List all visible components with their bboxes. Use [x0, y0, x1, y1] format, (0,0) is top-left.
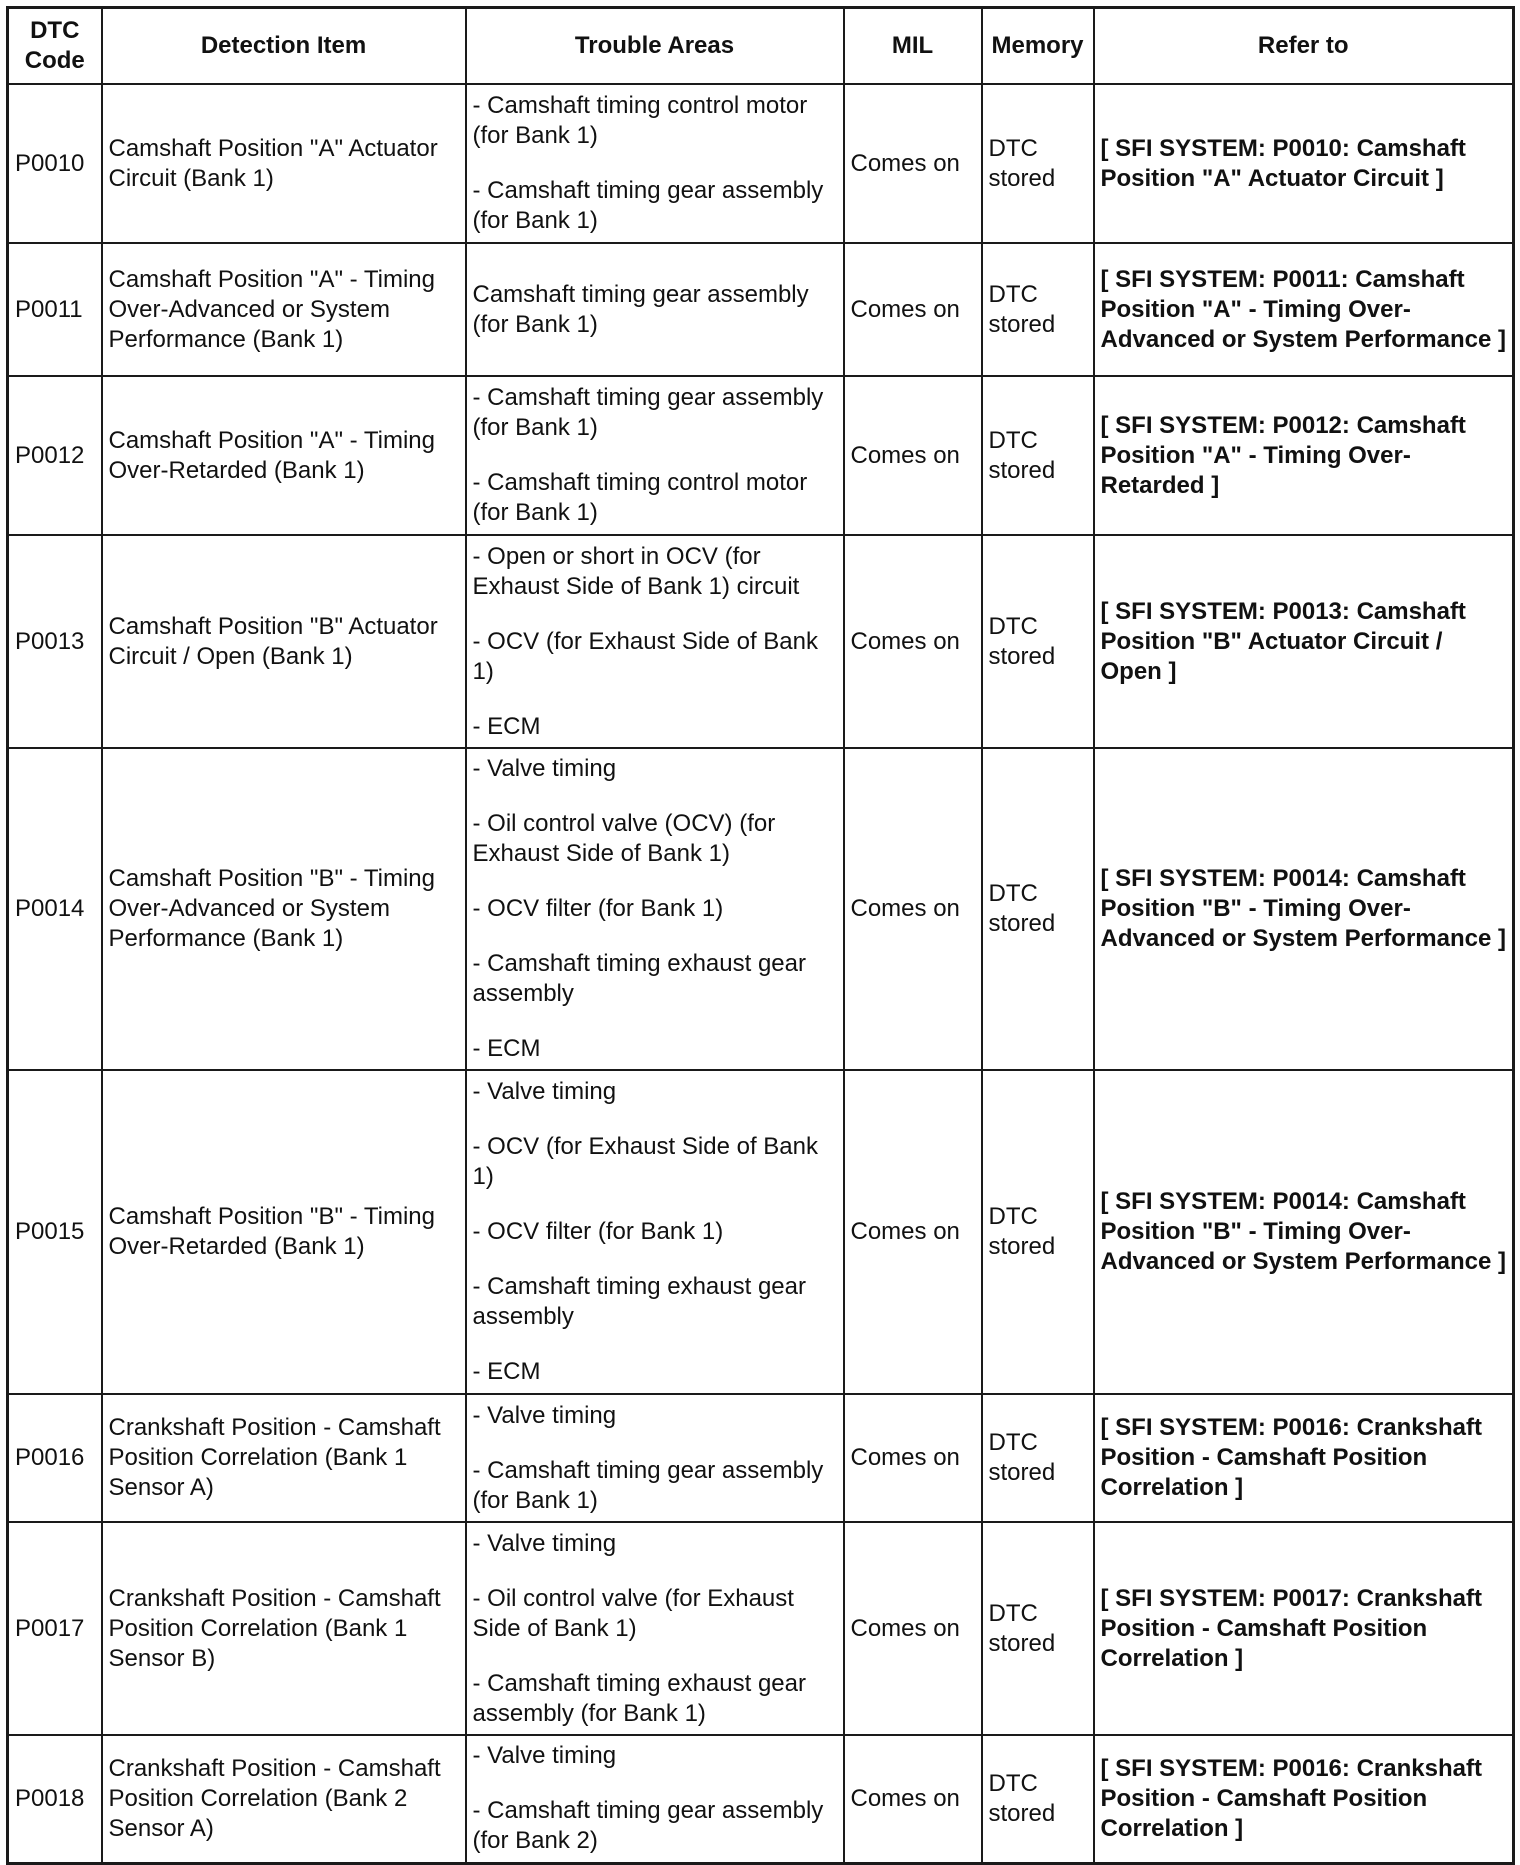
dtc-code-cell: P0014	[8, 748, 102, 1070]
column-header-mil: MIL	[844, 8, 982, 85]
table-row	[8, 535, 1514, 748]
dtc-code-cell: P0012	[8, 376, 102, 535]
trouble-area-item: - Camshaft timing gear assembly (for Bank 1)	[472, 1456, 824, 1514]
mil-cell: Comes on	[844, 748, 982, 1070]
table-row	[8, 1070, 1514, 1394]
refer-to-link[interactable]: [ SFI SYSTEM: P0013: Camshaft Position "B" Actuator Circuit / Open ]	[1094, 535, 1514, 748]
dtc-code-cell: P0017	[8, 1522, 102, 1735]
mil-cell: Comes on	[844, 1735, 982, 1863]
memory-cell: DTC stored	[982, 535, 1094, 748]
trouble-area-item: - Valve timing	[472, 1401, 617, 1429]
refer-to-link[interactable]: [ SFI SYSTEM: P0016: Crankshaft Position - Camshaft Position Correlation ]	[1094, 1735, 1514, 1863]
detection-item-cell: Crankshaft Position - Camshaft Position Correlation (Bank 2 Sensor A)	[102, 1735, 466, 1863]
trouble-area-item: - Camshaft timing gear assembly (for Bank 1)	[472, 384, 824, 441]
trouble-area-item: - Valve timing	[472, 755, 617, 782]
column-header-trouble-areas: Trouble Areas	[466, 8, 844, 85]
trouble-area-item: - Camshaft timing control motor (for Bank 1)	[472, 469, 808, 526]
dtc-code-cell: P0010	[8, 84, 102, 243]
trouble-area-item: - Open or short in OCV (for Exhaust Side of Bank 1) circuit	[472, 542, 800, 600]
trouble-area-item: - Camshaft timing exhaust gear assembly	[472, 1273, 806, 1330]
detection-item-cell: Crankshaft Position - Camshaft Position Correlation (Bank 1 Sensor A)	[102, 1394, 466, 1522]
trouble-areas-cell	[466, 1735, 844, 1863]
dtc-code-cell: P0018	[8, 1735, 102, 1863]
memory-cell: DTC stored	[982, 1394, 1094, 1522]
column-header-detection-item: Detection Item	[102, 8, 466, 85]
trouble-areas-cell	[466, 376, 844, 535]
trouble-area-item: - Camshaft timing exhaust gear assembly (for Bank 1)	[472, 1669, 806, 1727]
table-row	[8, 1735, 1514, 1863]
mil-cell: Comes on	[844, 84, 982, 243]
trouble-area-item: - Oil control valve (for Exhaust Side of Bank 1)	[472, 1584, 794, 1642]
trouble-areas-cell	[466, 84, 844, 243]
table-row	[8, 243, 1514, 376]
table-header-row	[8, 8, 1514, 85]
trouble-area-item: - Camshaft timing control motor (for Bank 1)	[472, 92, 808, 149]
trouble-areas-cell	[466, 243, 844, 376]
refer-to-link[interactable]: [ SFI SYSTEM: P0011: Camshaft Position "A" - Timing Over-Advanced or System Performance ]	[1094, 243, 1514, 376]
trouble-area-item: - Valve timing	[472, 1742, 617, 1770]
trouble-area-item: - OCV filter (for Bank 1)	[472, 1218, 724, 1245]
trouble-area-item: - ECM	[472, 1358, 541, 1385]
trouble-area-item: - Camshaft timing exhaust gear assembly	[472, 950, 806, 1007]
mil-cell: Comes on	[844, 535, 982, 748]
trouble-area-item: - ECM	[472, 1035, 541, 1062]
detection-item-cell: Camshaft Position "B" Actuator Circuit / Open (Bank 1)	[102, 535, 466, 748]
refer-to-link[interactable]: [ SFI SYSTEM: P0016: Crankshaft Position - Camshaft Position Correlation ]	[1094, 1394, 1514, 1522]
refer-to-link[interactable]: [ SFI SYSTEM: P0014: Camshaft Position "B" - Timing Over-Advanced or System Performance ]	[1094, 1070, 1514, 1394]
trouble-areas-cell	[466, 1394, 844, 1522]
refer-to-link[interactable]: [ SFI SYSTEM: P0012: Camshaft Position "A" - Timing Over-Retarded ]	[1094, 376, 1514, 535]
detection-item-cell: Camshaft Position "A" - Timing Over-Advanced or System Performance (Bank 1)	[102, 243, 466, 376]
memory-cell: DTC stored	[982, 748, 1094, 1070]
detection-item-cell: Camshaft Position "A" Actuator Circuit (Bank 1)	[102, 84, 466, 243]
dtc-code-cell: P0016	[8, 1394, 102, 1522]
detection-item-cell: Camshaft Position "A" - Timing Over-Retarded (Bank 1)	[102, 376, 466, 535]
memory-cell: DTC stored	[982, 243, 1094, 376]
detection-item-cell: Camshaft Position "B" - Timing Over-Advanced or System Performance (Bank 1)	[102, 748, 466, 1070]
table-row	[8, 84, 1514, 243]
dtc-code-cell: P0013	[8, 535, 102, 748]
table-row	[8, 1522, 1514, 1735]
table-row	[8, 376, 1514, 535]
trouble-area-item: - Camshaft timing gear assembly (for Bank 2)	[472, 1797, 824, 1855]
dtc-code-cell: P0015	[8, 1070, 102, 1394]
trouble-area-item: - Oil control valve (OCV) (for Exhaust Side of Bank 1)	[472, 810, 776, 867]
mil-cell: Comes on	[844, 376, 982, 535]
trouble-area-item: - ECM	[472, 712, 541, 740]
memory-cell: DTC stored	[982, 84, 1094, 243]
mil-cell: Comes on	[844, 1070, 982, 1394]
trouble-areas-cell	[466, 1522, 844, 1735]
trouble-area-item: - OCV (for Exhaust Side of Bank 1)	[472, 1133, 818, 1190]
trouble-areas-cell	[466, 1070, 844, 1394]
column-header-refer-to: Refer to	[1094, 8, 1514, 85]
refer-to-link[interactable]: [ SFI SYSTEM: P0010: Camshaft Position "A" Actuator Circuit ]	[1094, 84, 1514, 243]
mil-cell: Comes on	[844, 243, 982, 376]
trouble-areas-cell	[466, 535, 844, 748]
memory-cell: DTC stored	[982, 1070, 1094, 1394]
trouble-area-item: Camshaft timing gear assembly (for Bank 1)	[472, 280, 809, 338]
dtc-table	[6, 6, 1515, 1865]
trouble-area-item: - Camshaft timing gear assembly (for Bank 1)	[472, 177, 824, 234]
detection-item-cell: Camshaft Position "B" - Timing Over-Retarded (Bank 1)	[102, 1070, 466, 1394]
column-header-memory: Memory	[982, 8, 1094, 85]
trouble-area-item: - Valve timing	[472, 1078, 617, 1105]
dtc-code-cell: P0011	[8, 243, 102, 376]
memory-cell: DTC stored	[982, 376, 1094, 535]
refer-to-link[interactable]: [ SFI SYSTEM: P0017: Crankshaft Position - Camshaft Position Correlation ]	[1094, 1522, 1514, 1735]
table-row	[8, 1394, 1514, 1522]
trouble-area-item: - OCV filter (for Bank 1)	[472, 895, 724, 922]
trouble-area-item: - OCV (for Exhaust Side of Bank 1)	[472, 627, 818, 685]
mil-cell: Comes on	[844, 1522, 982, 1735]
table-row	[8, 748, 1514, 1070]
refer-to-link[interactable]: [ SFI SYSTEM: P0014: Camshaft Position "B" - Timing Over-Advanced or System Performance ]	[1094, 748, 1514, 1070]
trouble-area-item: - Valve timing	[472, 1529, 617, 1557]
column-header-dtc-code: DTC Code	[8, 8, 102, 85]
memory-cell: DTC stored	[982, 1735, 1094, 1863]
mil-cell: Comes on	[844, 1394, 982, 1522]
memory-cell: DTC stored	[982, 1522, 1094, 1735]
detection-item-cell: Crankshaft Position - Camshaft Position Correlation (Bank 1 Sensor B)	[102, 1522, 466, 1735]
trouble-areas-cell	[466, 748, 844, 1070]
